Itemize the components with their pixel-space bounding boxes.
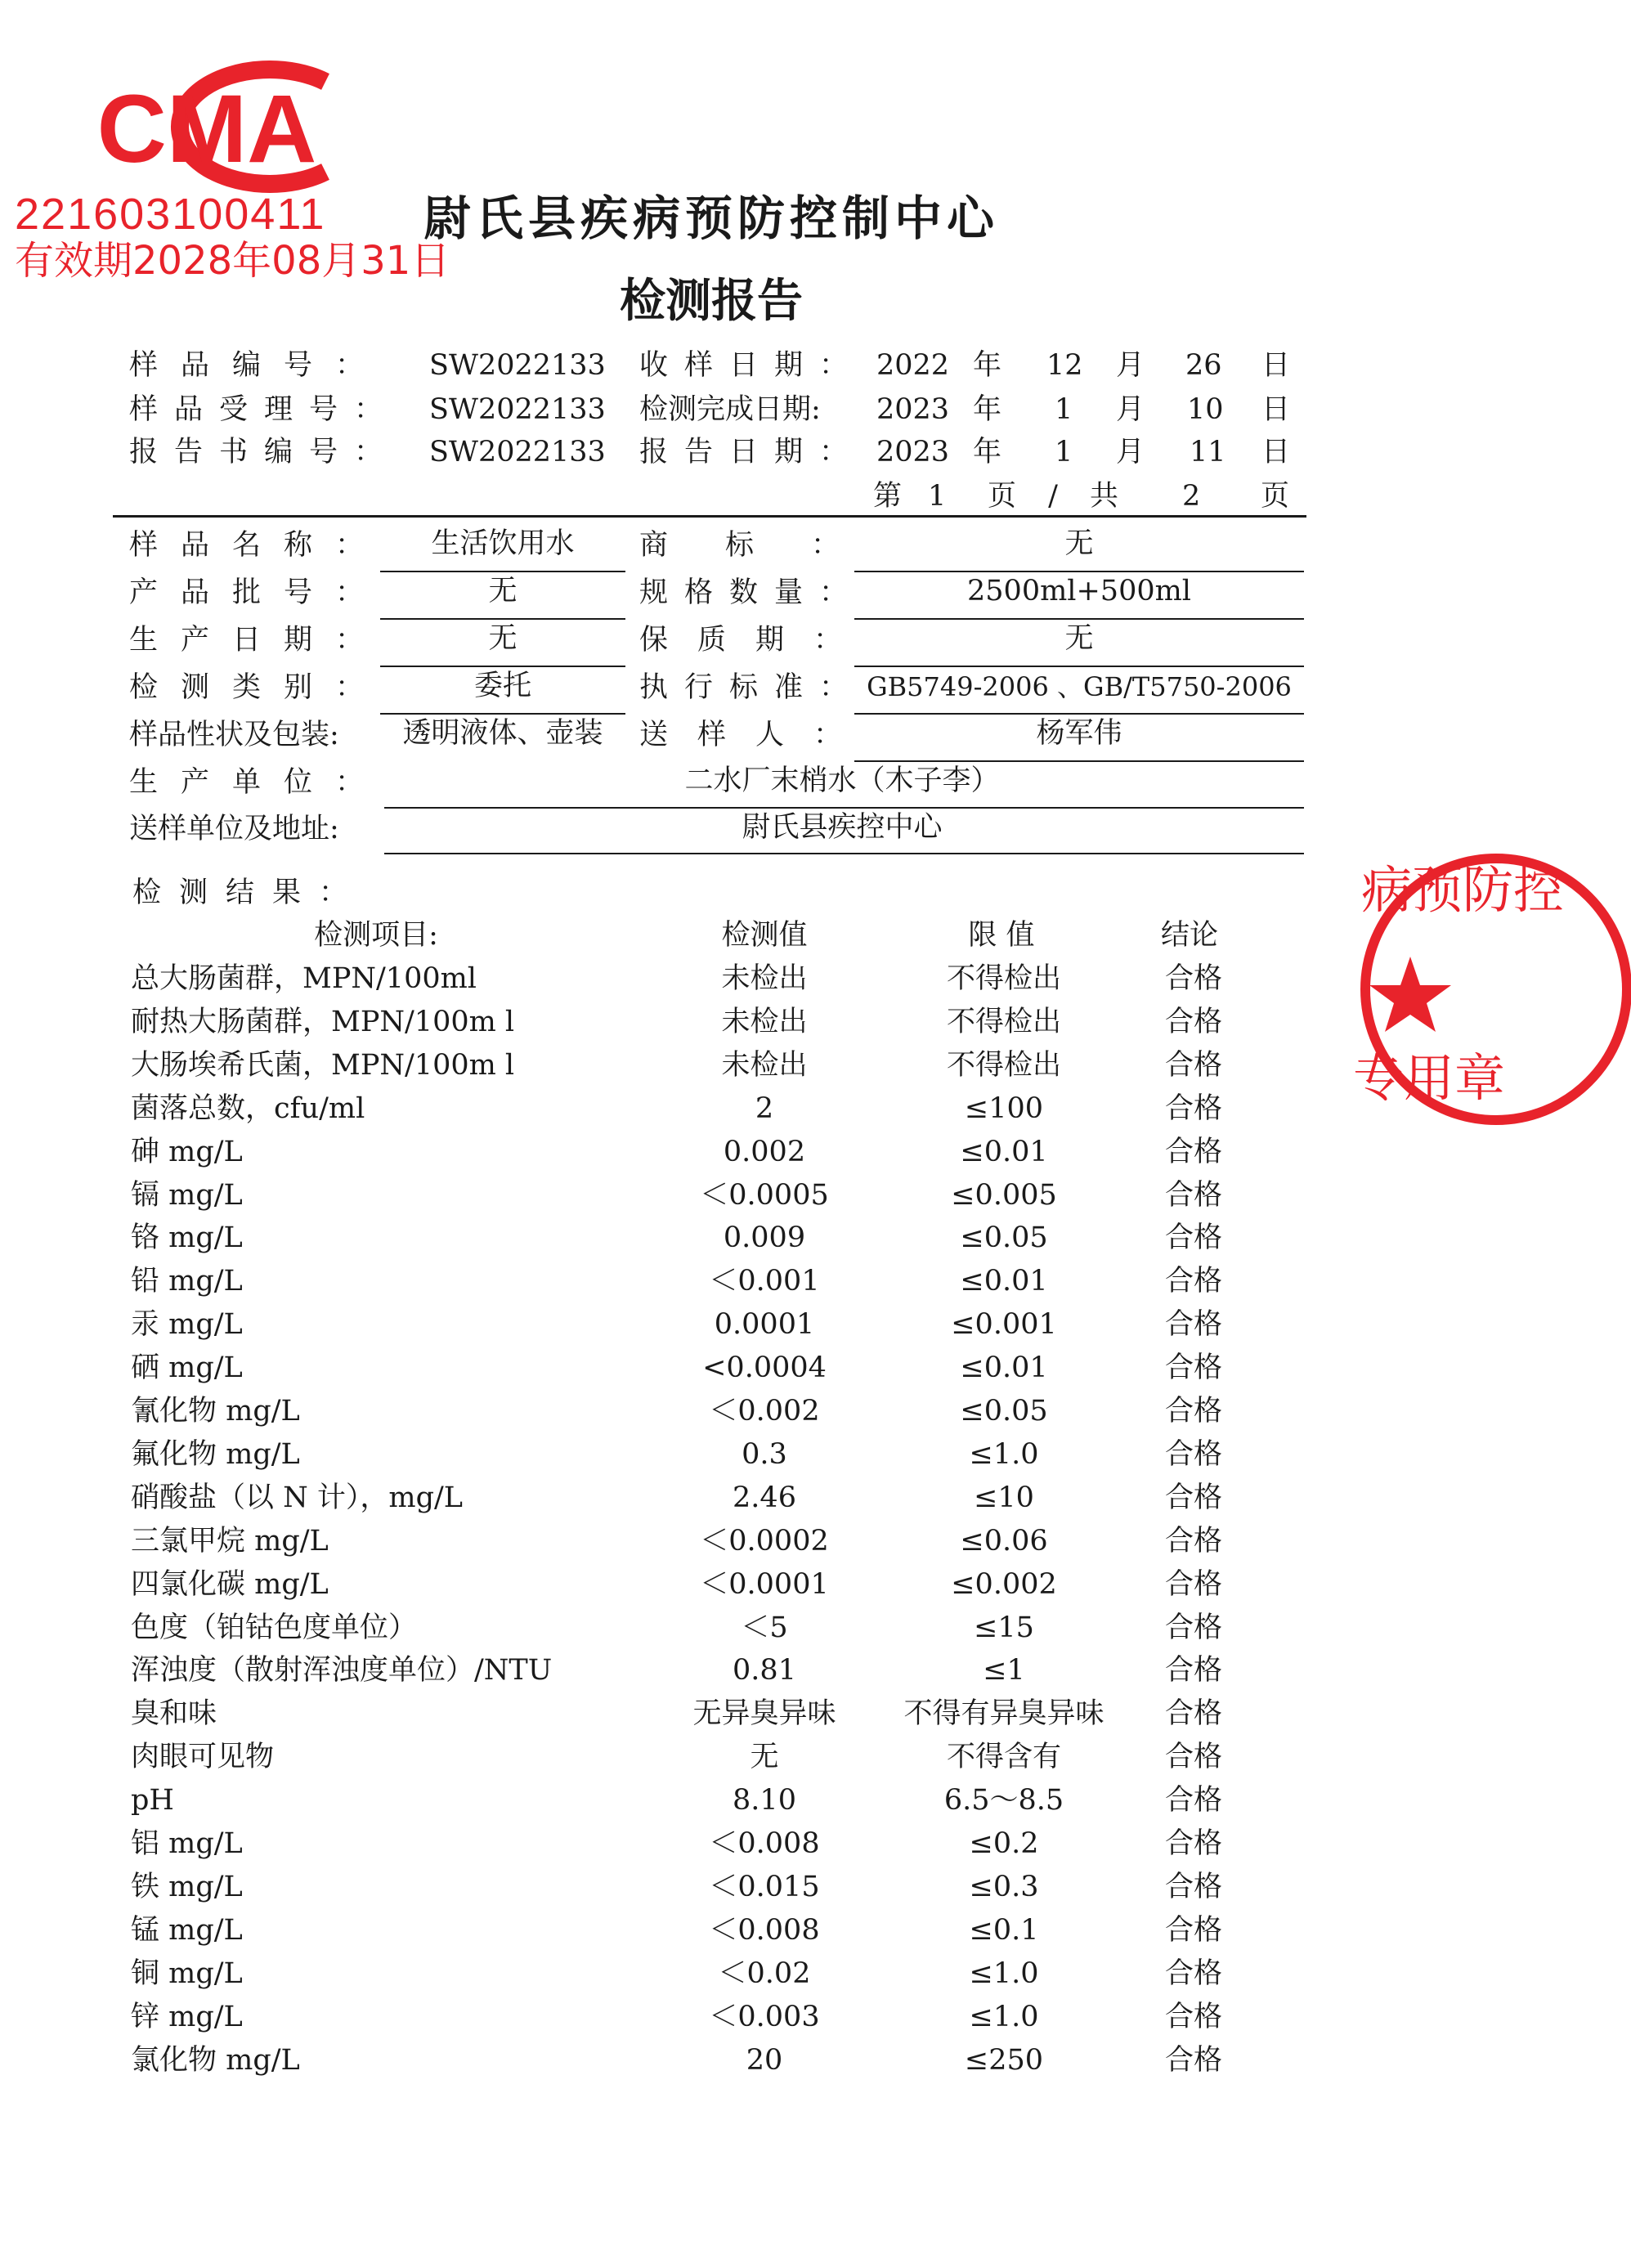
report-title: 检测报告 bbox=[620, 274, 803, 328]
cell-item: 三氯甲烷 mg/L bbox=[131, 1525, 329, 1558]
cell-conclusion: 合格 bbox=[1164, 1395, 1223, 1428]
cma-logo-text: CMA bbox=[96, 75, 317, 183]
cell-value: 0.0001 bbox=[714, 1308, 815, 1341]
cell-limit: ≤0.1 bbox=[969, 1914, 1039, 1947]
cell-limit: ≤1.0 bbox=[969, 1438, 1039, 1471]
cell-item: 锌 mg/L bbox=[131, 2001, 243, 2033]
cell-item: 氟化物 mg/L bbox=[131, 1438, 300, 1471]
report-no-label: 报告书编号： bbox=[129, 436, 400, 468]
col-header-value: 检测值 bbox=[721, 919, 808, 952]
completed-month: 1 bbox=[1055, 393, 1073, 426]
sender-unit-label: 送样单位及地址: bbox=[129, 813, 339, 845]
spec-label: 规格数量： bbox=[639, 576, 865, 609]
producer: 二水厂末梢水（木子李） bbox=[684, 764, 1000, 797]
underline bbox=[854, 713, 1304, 715]
cell-limit: 不得含有 bbox=[946, 1741, 1062, 1773]
cell-conclusion: 合格 bbox=[1164, 962, 1223, 995]
org-name: 尉氏县疾病预防控制中心 bbox=[423, 190, 1000, 246]
page-total: 2 bbox=[1182, 480, 1201, 513]
cell-conclusion: 合格 bbox=[1164, 1871, 1223, 1903]
type-label: 检测类别： bbox=[129, 671, 388, 704]
cell-value: ＜0.002 bbox=[709, 1395, 820, 1428]
cell-value: 0.002 bbox=[723, 1136, 806, 1168]
cell-item: 砷 mg/L bbox=[131, 1136, 243, 1168]
col-header-limit: 限 值 bbox=[968, 919, 1035, 952]
cell-limit: ≤1.0 bbox=[969, 2001, 1039, 2033]
completed-label: 检测完成日期: bbox=[639, 393, 821, 426]
cell-conclusion: 合格 bbox=[1164, 2001, 1223, 2033]
cell-item: 四氯化碳 mg/L bbox=[131, 1568, 329, 1601]
cell-limit: ≤100 bbox=[964, 1092, 1044, 1125]
cell-value: 未检出 bbox=[721, 1006, 808, 1038]
report-no: SW2022133 bbox=[429, 436, 606, 468]
cell-value: ＜0.0005 bbox=[700, 1179, 829, 1212]
cell-limit: ≤15 bbox=[974, 1611, 1034, 1644]
cell-value: 未检出 bbox=[721, 962, 808, 995]
cell-value: ＜0.0001 bbox=[700, 1568, 829, 1601]
cell-limit: ≤10 bbox=[974, 1481, 1034, 1514]
sender-unit: 尉氏县疾控中心 bbox=[742, 811, 943, 844]
brand: 无 bbox=[1064, 527, 1094, 560]
cell-conclusion: 合格 bbox=[1164, 1265, 1223, 1298]
cell-value: ＜0.008 bbox=[709, 1827, 820, 1860]
cell-value: 8.10 bbox=[733, 1784, 796, 1817]
name-label: 样品名称： bbox=[129, 529, 388, 562]
cell-limit: 不得检出 bbox=[946, 962, 1062, 995]
cell-limit: 6.5～8.5 bbox=[943, 1784, 1064, 1817]
sample-name: 生活饮用水 bbox=[431, 527, 575, 560]
cell-item: 氯化物 mg/L bbox=[131, 2044, 300, 2077]
cell-value: ＜0.003 bbox=[709, 2001, 820, 2033]
cell-conclusion: 合格 bbox=[1164, 1481, 1223, 1514]
received-label: 收样日期： bbox=[639, 349, 865, 382]
cell-item: 氰化物 mg/L bbox=[131, 1395, 300, 1428]
cell-limit: 不得检出 bbox=[946, 1049, 1062, 1082]
seal-text-bottom: 专用章 bbox=[1353, 1048, 1506, 1108]
underline bbox=[854, 618, 1304, 620]
sender-label: 送样人： bbox=[639, 719, 872, 751]
cell-limit: ≤1 bbox=[983, 1654, 1025, 1687]
cell-limit: ≤0.05 bbox=[960, 1395, 1048, 1428]
year-unit: 年 bbox=[973, 349, 1002, 382]
cell-limit: ≤0.002 bbox=[951, 1568, 1057, 1601]
standard-label: 执行标准： bbox=[639, 671, 865, 704]
cell-conclusion: 合格 bbox=[1164, 1438, 1223, 1471]
year-unit: 年 bbox=[973, 393, 1002, 426]
cell-conclusion: 合格 bbox=[1164, 1136, 1223, 1168]
cell-value: 20 bbox=[746, 2044, 783, 2077]
cell-value: 0.009 bbox=[723, 1221, 806, 1254]
cell-value: 无 bbox=[750, 1741, 779, 1773]
cell-conclusion: 合格 bbox=[1164, 1827, 1223, 1860]
batch: 无 bbox=[488, 575, 518, 607]
month-unit: 月 bbox=[1116, 349, 1145, 382]
cell-value: 2 bbox=[755, 1092, 774, 1125]
underline bbox=[384, 807, 1304, 809]
cell-value: 0.81 bbox=[733, 1654, 796, 1687]
page-mid: 页 / 共 bbox=[988, 480, 1119, 513]
cell-item: 大肠埃希氏菌，MPN/100m l bbox=[131, 1049, 515, 1082]
results-section-label: 检测结果： bbox=[132, 876, 366, 909]
underline bbox=[380, 713, 625, 715]
cell-conclusion: 合格 bbox=[1164, 1092, 1223, 1125]
cell-item: 浑浊度（散射浑浊度单位）/NTU bbox=[131, 1654, 553, 1687]
cell-conclusion: 合格 bbox=[1164, 1179, 1223, 1212]
col-header-item: 检测项目: bbox=[314, 919, 438, 952]
batch-label: 产品批号： bbox=[129, 576, 388, 609]
underline bbox=[380, 666, 625, 667]
cell-limit: ≤0.2 bbox=[969, 1827, 1039, 1860]
cell-conclusion: 合格 bbox=[1164, 1006, 1223, 1038]
cell-limit: 不得检出 bbox=[946, 1006, 1062, 1038]
received-month: 12 bbox=[1046, 349, 1083, 382]
year-unit: 年 bbox=[973, 436, 1002, 468]
cell-limit: ≤0.01 bbox=[960, 1136, 1048, 1168]
cell-conclusion: 合格 bbox=[1164, 2044, 1223, 2077]
spec: 2500ml+500ml bbox=[967, 575, 1191, 607]
cell-limit: ≤0.3 bbox=[969, 1871, 1039, 1903]
cell-limit: ≤0.01 bbox=[960, 1265, 1048, 1298]
cell-value: ＜0.001 bbox=[709, 1265, 820, 1298]
cell-item: 总大肠菌群，MPN/100ml bbox=[131, 962, 477, 995]
test-type: 委托 bbox=[473, 670, 532, 702]
cell-item: 铬 mg/L bbox=[131, 1221, 243, 1254]
header-divider bbox=[113, 515, 1306, 518]
standard: GB5749-2006 、GB/T5750-2006 bbox=[867, 671, 1292, 702]
cma-logo bbox=[31, 57, 358, 196]
prod-date: 无 bbox=[488, 622, 518, 655]
cell-conclusion: 合格 bbox=[1164, 1957, 1223, 1990]
underline bbox=[854, 571, 1304, 572]
cell-value: <0.0004 bbox=[702, 1351, 827, 1384]
state-label: 样品性状及包装: bbox=[129, 719, 339, 751]
cell-conclusion: 合格 bbox=[1164, 1568, 1223, 1601]
cell-value: ＜5 bbox=[741, 1611, 788, 1644]
cell-conclusion: 合格 bbox=[1164, 1525, 1223, 1558]
underline bbox=[384, 853, 1304, 854]
prod-date-label: 生产日期： bbox=[129, 624, 388, 657]
cell-item: 锰 mg/L bbox=[131, 1914, 243, 1947]
cell-value: ＜0.008 bbox=[709, 1914, 820, 1947]
cell-limit: 不得有异臭异味 bbox=[903, 1697, 1105, 1730]
cell-conclusion: 合格 bbox=[1164, 1611, 1223, 1644]
cell-item: 铜 mg/L bbox=[131, 1957, 243, 1990]
cell-item: 硝酸盐（以 N 计），mg/L bbox=[131, 1481, 464, 1514]
cell-item: 镉 mg/L bbox=[131, 1179, 243, 1212]
cell-limit: ≤250 bbox=[964, 2044, 1044, 2077]
completed-year: 2023 bbox=[876, 393, 950, 426]
received-year: 2022 bbox=[876, 349, 950, 382]
day-unit: 日 bbox=[1261, 349, 1291, 382]
day-unit: 日 bbox=[1261, 436, 1291, 468]
page-suffix: 页 bbox=[1261, 480, 1290, 513]
cell-value: 无异臭异味 bbox=[692, 1697, 836, 1730]
cell-limit: ≤0.001 bbox=[951, 1308, 1057, 1341]
brand-label: 商标： bbox=[639, 529, 898, 562]
cell-item: 菌落总数，cfu/ml bbox=[131, 1092, 365, 1125]
cell-conclusion: 合格 bbox=[1164, 1741, 1223, 1773]
report-date-day: 11 bbox=[1190, 436, 1226, 468]
day-unit: 日 bbox=[1261, 393, 1291, 426]
underline bbox=[380, 618, 625, 620]
cell-limit: ≤0.005 bbox=[951, 1179, 1057, 1212]
cell-conclusion: 合格 bbox=[1164, 1697, 1223, 1730]
sample-no: SW2022133 bbox=[429, 349, 606, 382]
cell-item: 臭和味 bbox=[131, 1697, 217, 1730]
underline bbox=[380, 571, 625, 572]
cell-conclusion: 合格 bbox=[1164, 1914, 1223, 1947]
cell-item: 铝 mg/L bbox=[131, 1827, 243, 1860]
cell-value: ＜0.015 bbox=[709, 1871, 820, 1903]
accept-no-label: 样品受理号： bbox=[129, 393, 400, 426]
col-header-conclusion: 结论 bbox=[1160, 919, 1219, 952]
cell-value: 未检出 bbox=[721, 1049, 808, 1082]
completed-day: 10 bbox=[1187, 393, 1224, 426]
producer-label: 生产单位： bbox=[129, 766, 388, 799]
page-current: 1 bbox=[928, 480, 947, 513]
received-day: 26 bbox=[1185, 349, 1222, 382]
cell-conclusion: 合格 bbox=[1164, 1221, 1223, 1254]
cell-item: 硒 mg/L bbox=[131, 1351, 243, 1384]
cell-item: pH bbox=[131, 1784, 174, 1817]
report-date-month: 1 bbox=[1055, 436, 1073, 468]
shelf-label: 保质期： bbox=[639, 624, 872, 657]
sample-no-label: 样品编号： bbox=[129, 349, 388, 382]
sender: 杨军伟 bbox=[1036, 717, 1122, 750]
accept-no: SW2022133 bbox=[429, 393, 606, 426]
cell-limit: ≤1.0 bbox=[969, 1957, 1039, 1990]
cell-conclusion: 合格 bbox=[1164, 1351, 1223, 1384]
cell-item: 铁 mg/L bbox=[131, 1871, 243, 1903]
cell-item: 铅 mg/L bbox=[131, 1265, 243, 1298]
official-seal bbox=[1353, 834, 1565, 1145]
cell-value: ＜0.0002 bbox=[700, 1525, 829, 1558]
cell-item: 耐热大肠菌群，MPN/100m l bbox=[131, 1006, 515, 1038]
month-unit: 月 bbox=[1116, 393, 1145, 426]
cell-item: 汞 mg/L bbox=[131, 1308, 243, 1341]
sample-state: 透明液体、壶装 bbox=[402, 717, 603, 750]
cell-conclusion: 合格 bbox=[1164, 1308, 1223, 1341]
cell-limit: ≤0.01 bbox=[960, 1351, 1048, 1384]
cell-limit: ≤0.06 bbox=[960, 1525, 1048, 1558]
cell-item: 肉眼可见物 bbox=[131, 1741, 275, 1773]
month-unit: 月 bbox=[1116, 436, 1145, 468]
cell-limit: ≤0.05 bbox=[960, 1221, 1048, 1254]
underline bbox=[854, 760, 1304, 762]
cma-cert-number: 221603100411 bbox=[15, 190, 326, 239]
cell-conclusion: 合格 bbox=[1164, 1654, 1223, 1687]
seal-text-top: 病预防控 bbox=[1361, 860, 1565, 920]
underline bbox=[854, 666, 1304, 667]
cma-validity: 有效期2028年08月31日 bbox=[15, 238, 450, 284]
cell-item: 色度（铂钴色度单位） bbox=[131, 1611, 418, 1644]
cell-conclusion: 合格 bbox=[1164, 1784, 1223, 1817]
report-date-label: 报告日期： bbox=[639, 436, 865, 468]
cell-value: 2.46 bbox=[733, 1481, 796, 1514]
page-prefix: 第 bbox=[873, 480, 903, 513]
cell-value: ＜0.02 bbox=[718, 1957, 811, 1990]
cell-conclusion: 合格 bbox=[1164, 1049, 1223, 1082]
report-date-year: 2023 bbox=[876, 436, 950, 468]
cma-stamp bbox=[15, 57, 450, 294]
shelf: 无 bbox=[1064, 622, 1094, 655]
cell-value: 0.3 bbox=[742, 1438, 787, 1471]
